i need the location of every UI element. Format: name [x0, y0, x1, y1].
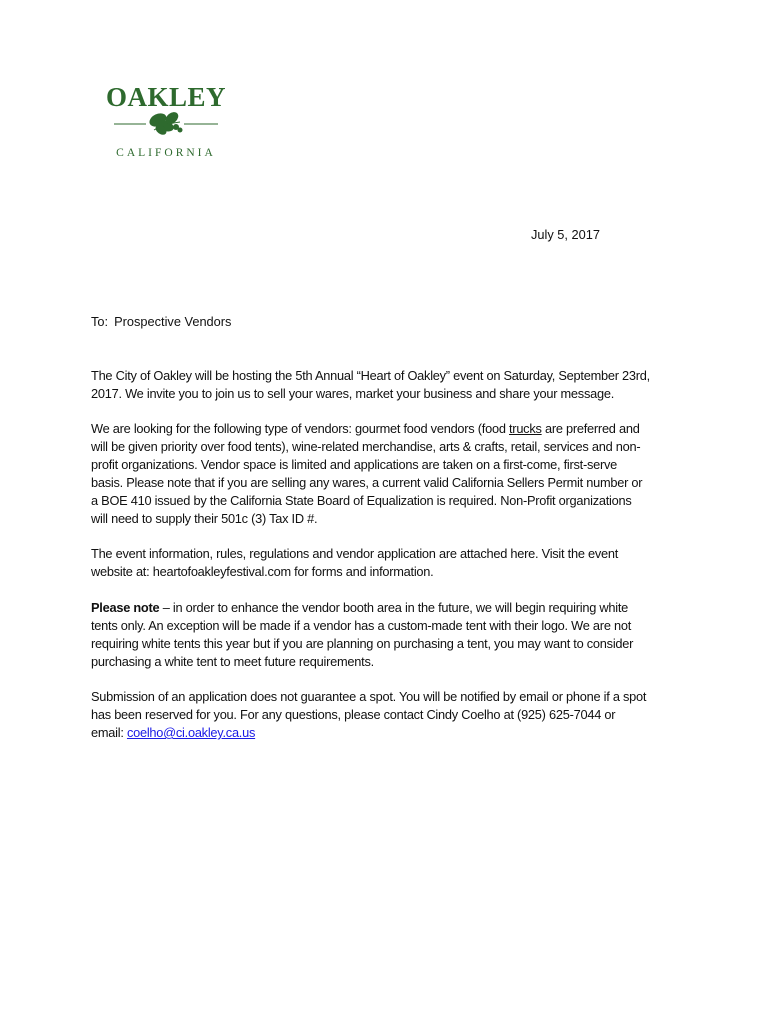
p2-underlined-word: trucks: [509, 421, 542, 436]
p2-text-before: We are looking for the following type of vendors: gourmet food vendors (food: [91, 421, 509, 436]
salutation: [91, 314, 231, 330]
oakley-logo-graphic: [100, 80, 236, 160]
p2-text-after: are preferred and will be given priority over food tents), wine-related merchandise, arts & crafts, retail, services and non-profit organizations. Vendor space is limited and applications are taken on a first-come, first-serve basis. Please note that if you are selling any wares, a current valid California Sellers Permit number or a BOE 410 issued by the California State Board of Equalization is required. Non-Profit organizations will need to supply their 501c (3) Tax ID #.: [91, 421, 643, 526]
paragraph-event-intro: The City of Oakley will be hosting the 5th Annual “Heart of Oakley” event on Saturday, September 23rd, 2017. We invite you to join us to sell your wares, market your business and share your message.: [91, 368, 650, 401]
paragraph-contact: [91, 688, 651, 742]
oak-leaf-icon: [147, 110, 182, 137]
please-note-label: Please note: [91, 600, 160, 615]
please-note-text: – in order to enhance the vendor booth area in the future, we will begin requiring white tents only. An exception will be made if a vendor has a custom-made tent with their logo. We are not requiring white tents this year but if you are planning on purchasing a tent, you may want to consider purchasing a white tent to meet future requirements.: [91, 600, 634, 669]
to-label: To:: [91, 314, 109, 329]
email-link[interactable]: coelho@ci.oakley.ca.us: [126, 725, 256, 740]
to-recipient: Prospective Vendors: [114, 314, 232, 329]
paragraph-please-note: [91, 599, 651, 671]
paragraph-vendor-types: [91, 420, 651, 528]
logo-name: OAKLEY: [105, 82, 227, 112]
paragraph-event-info: The event information, rules, regulations and vendor application are attached here. Visit the event website at: heartofoakleyfestival.com for forms and information.: [91, 546, 619, 579]
contact-text: Submission of an application does not guarantee a spot. You will be notified by email or phone if a spot has been reserved for you. For any questions, please contact Cindy Coelho at (925) 625-7044 or email:: [91, 689, 647, 740]
oakley-logo: [100, 80, 236, 160]
letter-date: July 5, 2017: [531, 227, 601, 242]
logo-state: CALIFORNIA: [116, 147, 216, 159]
